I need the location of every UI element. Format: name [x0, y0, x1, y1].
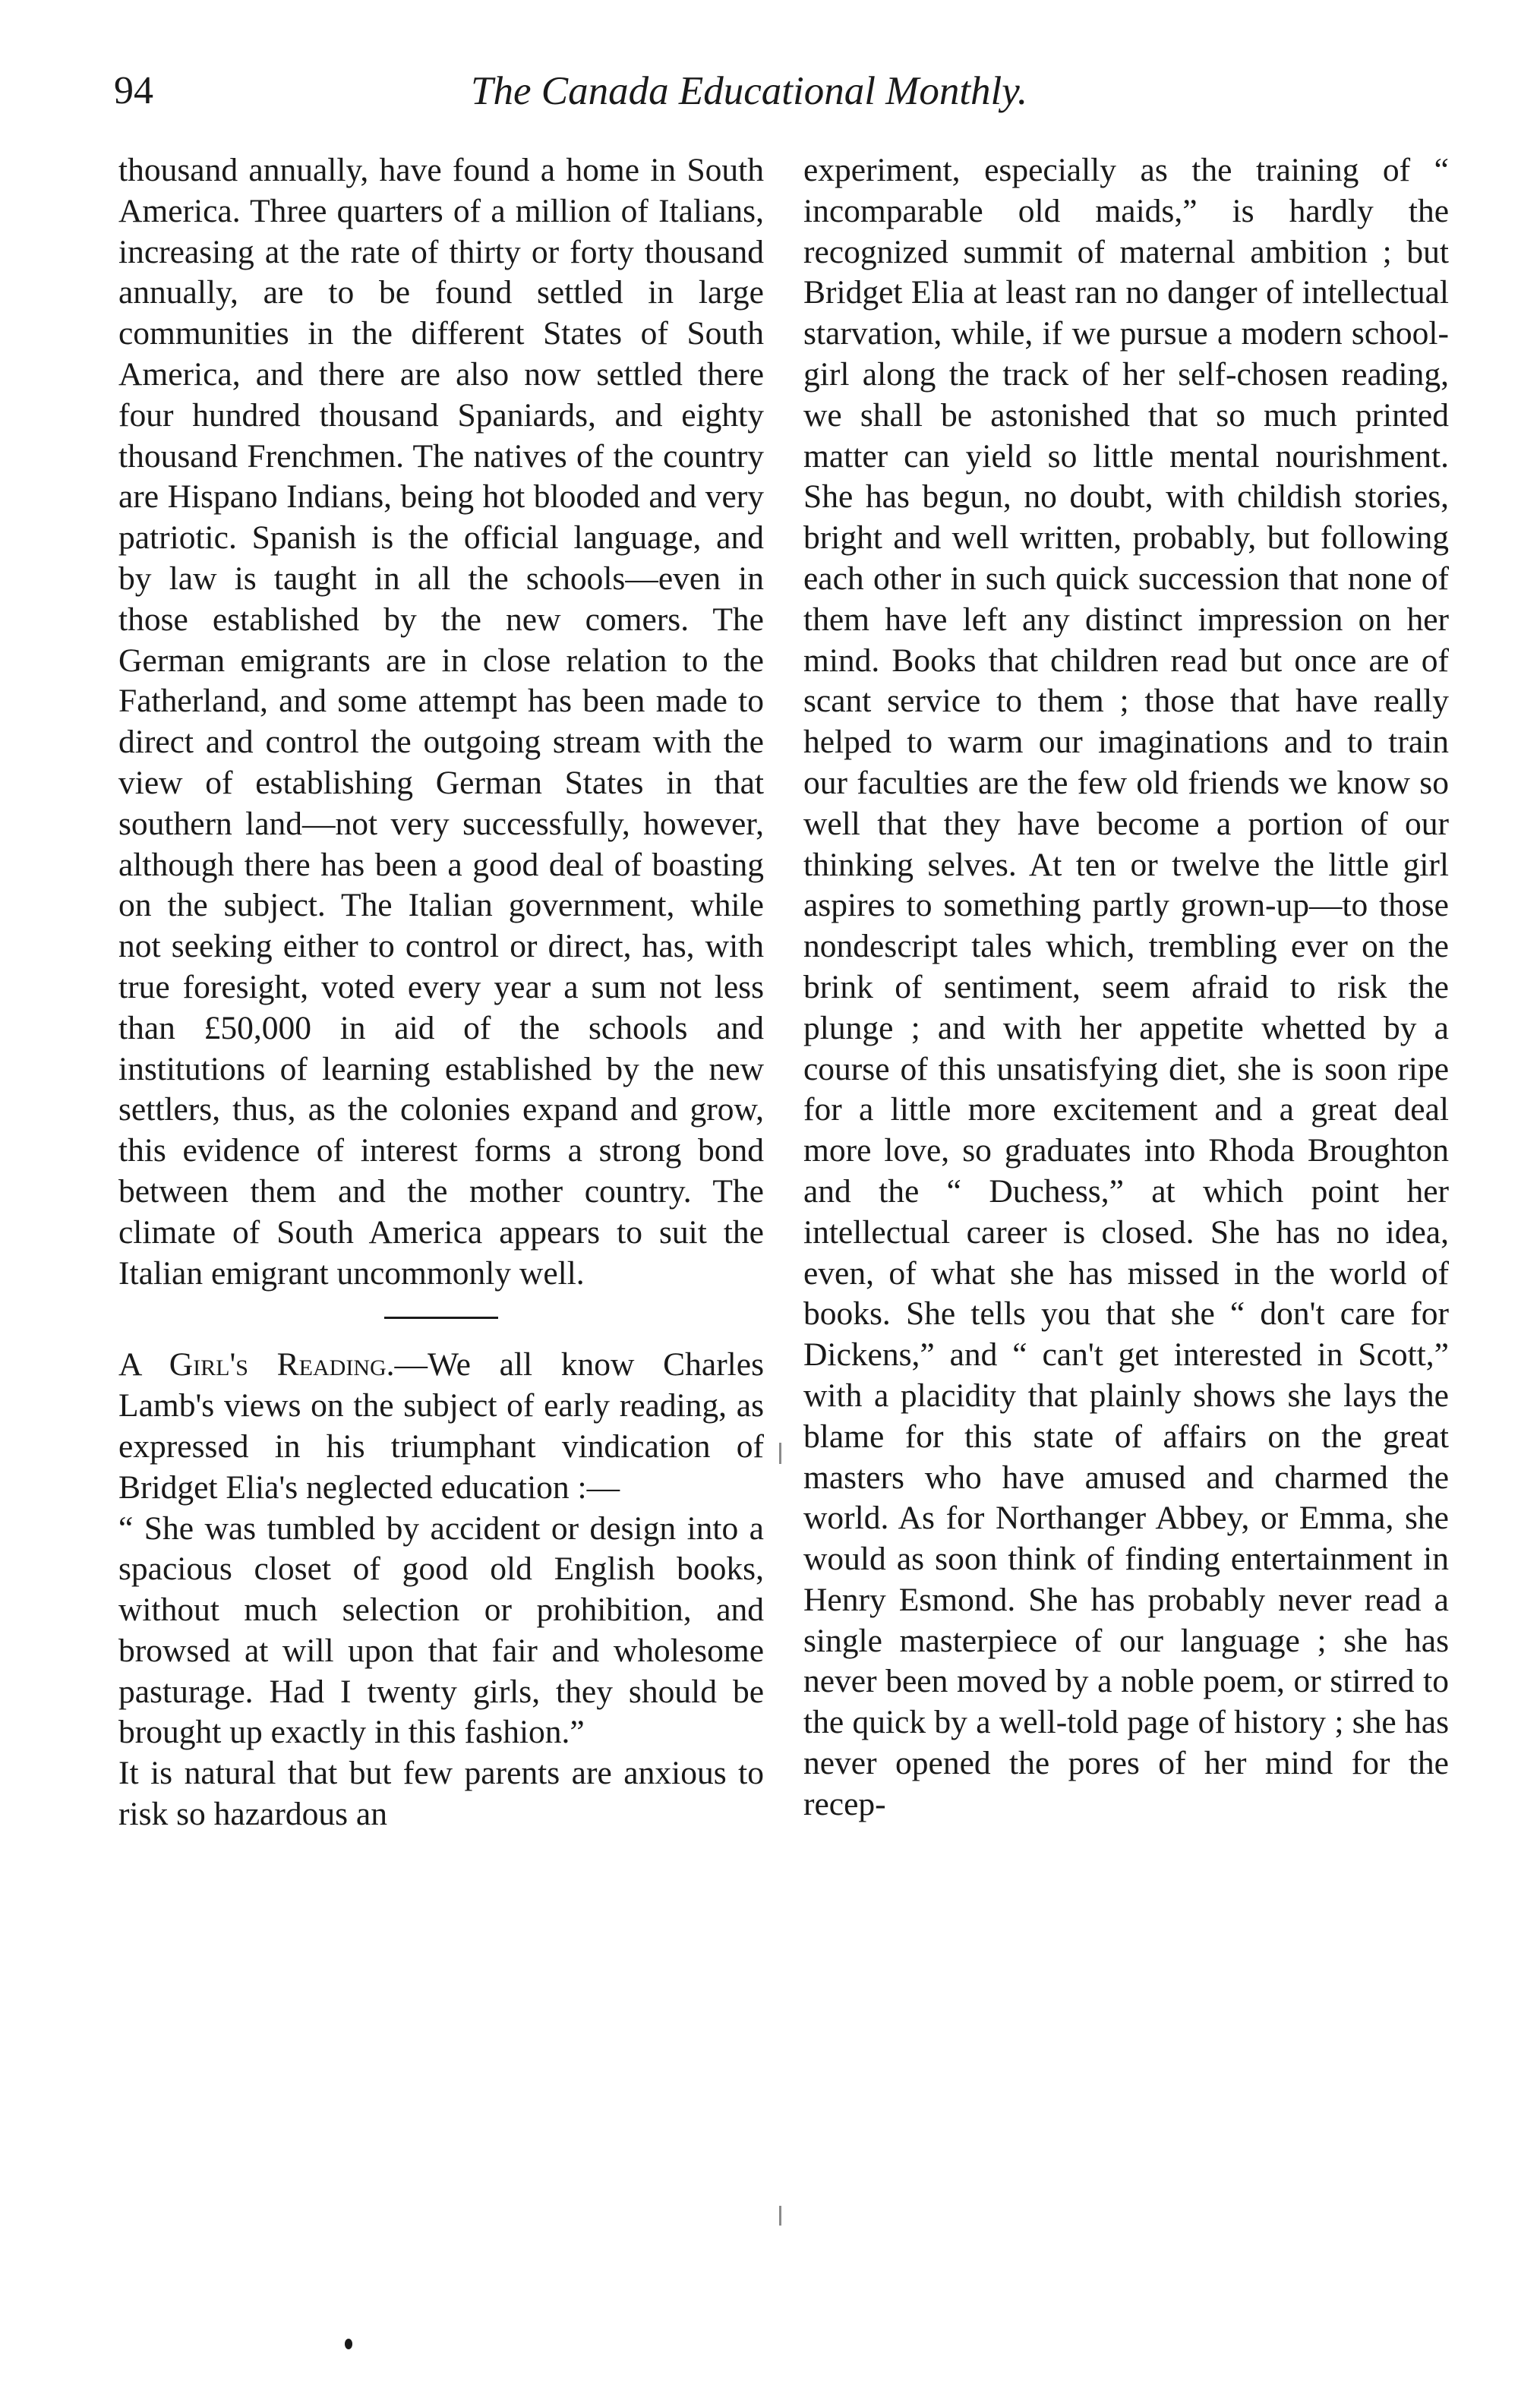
journal-title: The Canada Educational Monthly. — [471, 69, 1028, 113]
section-heading: A Girl's Reading. — [118, 1346, 395, 1383]
parents-paragraph: It is natural that but few parents are anxious to risk so hazardous an — [118, 1755, 764, 1833]
girls-reading-paragraph — [118, 1345, 764, 1508]
column-separator-mark-lower — [779, 2206, 781, 2226]
lamb-quotation: “ She was tumbled by accident or design into a spacious closet of good old English books, without much selection or prohibition, and browsed at will upon that fair and wholesome pasturage. Had I twenty girls, they should be brought up exactly in this fashion.” — [118, 1510, 764, 1751]
page-number: 94 — [114, 69, 153, 112]
section-divider — [384, 1317, 498, 1319]
emigration-paragraph: thousand annually, have found a home in South America. Three quarters of a million of Italians, increasing at the rate of thirty or forty thousand annually, are to be found settled in large communities in the different States of South America, and there are also now settled there four hundred thousand Spaniards, and eighty thousand Frenchmen. The natives of the country are Hispano Indians, being hot blooded and very patriotic. Spanish is the official language, and by law is taught in all the schools—even in those established by the new comers. The German emigrants are in close relation to the Fatherland, and some attempt has been made to direct and control the outgoing stream with the view of establishing German States in that southern land—not very successfully, however, although there has been a good deal of boasting on the subject. The Italian government, while not seeking either to control or direct, has, with true foresight, voted every year a sum not less than £50,000 in aid of the schools and institutions of learning established by the new settlers, thus, as the colonies expand and grow, this evidence of interest forms a strong bond between them and the mother country. The climate of South America appears to suit the Italian emigrant uncommonly well. — [118, 152, 764, 1292]
girls-reading-paragraph-text: —We all know Charles Lamb's views on the subject of early reading, as expressed in his triumphant vindication of Bridget Elia's neglected education :— — [118, 1346, 765, 1506]
reading-essay-paragraph: experiment, especially as the training of “ incomparable old maids,” is hardly the recognized summit of maternal ambition ; but Bridget Elia at least ran no danger of intellectual starvation, while, if we pursue a modern school-girl along the track of her self-chosen reading, we shall be astonished that so much printed matter can yield so little mental nourishment. She has begun, no doubt, with childish stories, bright and well written, probably, but following each other in such quick succession that none of them have left any distinct impression on her mind. Books that children read but once are of scant service to them ; those that have really helped to warm our imaginations and to train our faculties are the few old friends we know so well that they have become a portion of our thinking selves. At ten or twelve the little girl aspires to something partly grown-up—to those nondescript tales which, trembling ever on the brink of sentiment, seem afraid to risk the plunge ; and with her appetite whetted by a course of this unsatisfying diet, she is soon ripe for a little more excitement and a great deal more love, so graduates into Rhoda Broughton and the “ Duchess,” at which point her intellectual career is closed. She has no idea, even, of what she has missed in the world of books. She tells you that she “ don't care for Dickens,” and “ can't get interested in Scott,” with a placidity that plainly shows she lays the blame for this state of affairs on the great masters who have amused and charmed the world. As for Northanger Abbey, or Emma, she would as soon think of finding entertainment in Henry Esmond. She has probably never read a single masterpiece of our language ; she has never been moved by a noble poem, or stirred to the quick by a well-told page of history ; she has never opened the pores of her mind for the recep- — [803, 152, 1449, 1822]
running-head — [114, 67, 1458, 128]
column-separator-mark — [779, 1443, 781, 1464]
printer-mark — [345, 2339, 352, 2349]
left-column — [118, 150, 764, 1835]
right-column — [803, 150, 1449, 1825]
